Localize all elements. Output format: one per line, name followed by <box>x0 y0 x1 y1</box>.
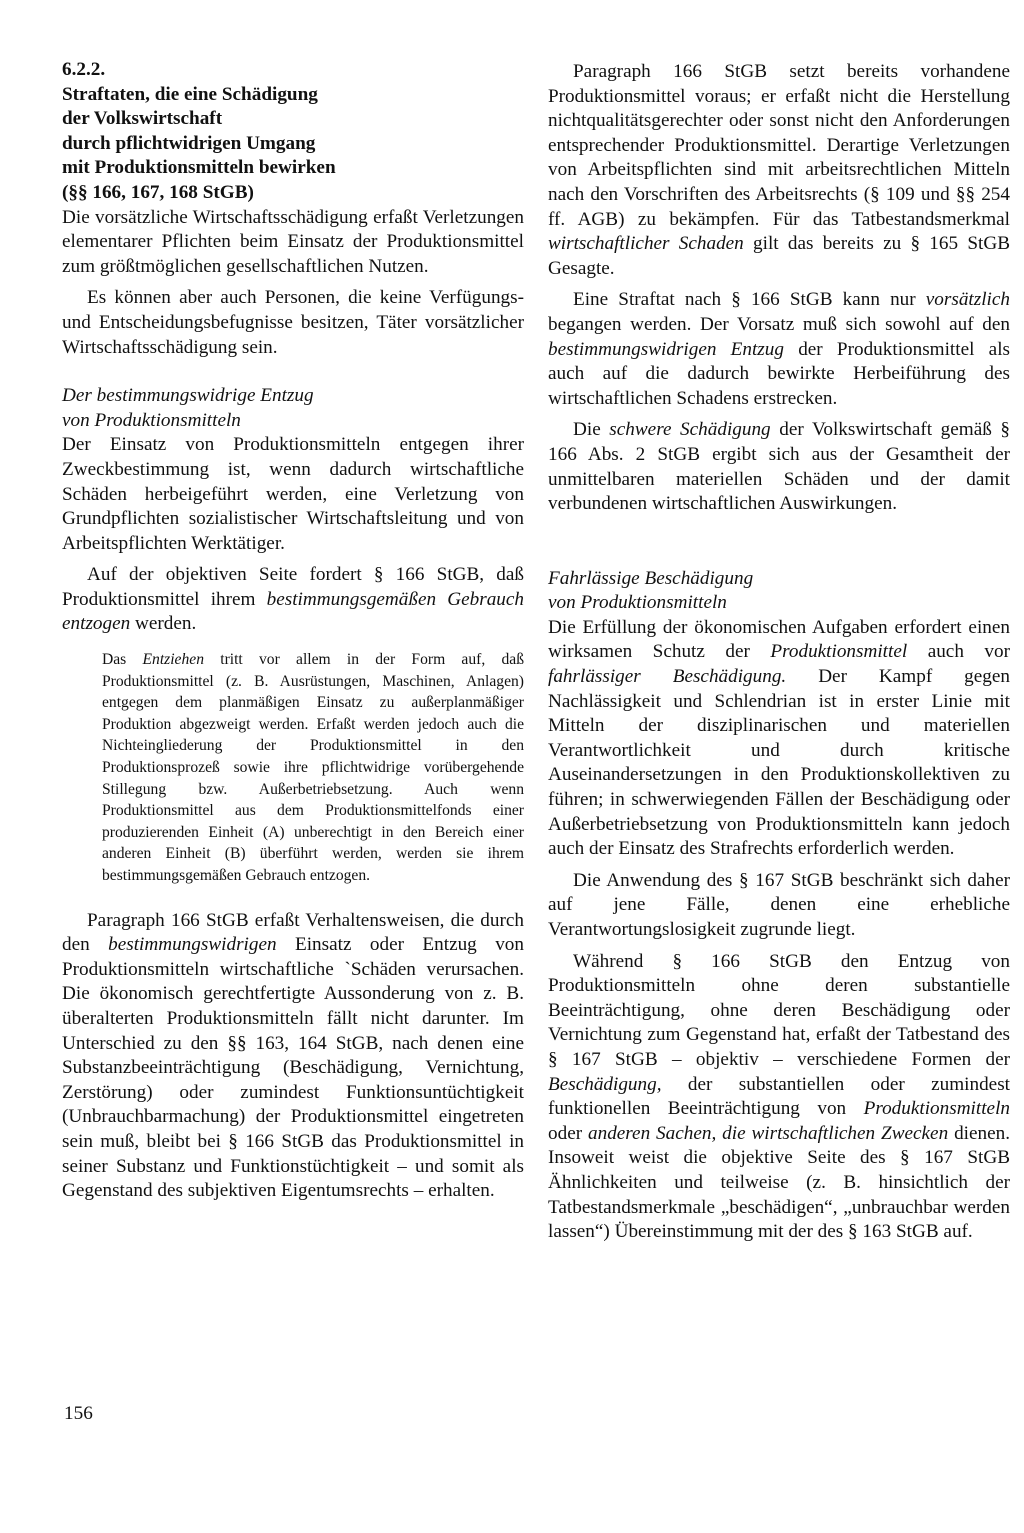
paragraph <box>548 616 1010 862</box>
emphasis: bestimmungsgemäßen Gebrauch entzogen <box>62 588 524 635</box>
left-column <box>62 58 524 1204</box>
paragraph <box>548 288 1010 411</box>
text-run: der Produktionsmittel als auch auf die dadurch bewirkte Herbeiführung des wirtschaftlichen Schadens erstrecken. <box>548 338 1010 409</box>
paragraph: Der Einsatz von Produktionsmitteln entgegen ihrer Zweckbestimmung ist, wenn dadurch wirtschaftliche Schäden herbeigeführt werden, eine Verletzung von Grundpflichten sozialistischer Wirtschaftsleitung und von Arbeitspflichten Werktätiger. <box>62 434 524 554</box>
text-run: gilt das bereits zu § 165 StGB Gesagte. <box>548 233 1010 279</box>
text-run: Die <box>573 419 610 441</box>
right-column <box>548 60 1010 1245</box>
emphasis: wirtschaftlicher Schaden <box>548 233 744 255</box>
emphasis: fahrlässiger Beschädigung. <box>548 666 787 688</box>
text-run: dienen. Insoweit weist die objektive Seite des § 167 StGB Ähnlichkeiten und teilweise (z. B. hinsichtlich der Tatbestandsmerkmale „beschädigen“, „unbrauchbar werden lassen“) Übereinstimmung mit der des § 163 StGB auf. <box>548 1122 1011 1243</box>
text-run: auch vor <box>907 641 1010 663</box>
text-run: Auf der objektiven Seite fordert § 166 StGB, daß Produktionsmittel ihrem <box>62 564 524 610</box>
section-title-line: der Volkswirtschaft <box>62 108 223 130</box>
section-title <box>62 83 524 206</box>
text-run: Eine Straftat nach § 166 StGB kann nur <box>573 289 926 311</box>
paragraph <box>548 418 1010 516</box>
paragraph: Die vorsätzliche Wirtschaftsschädigung erfaßt Verletzungen elementarer Pflichten beim Einsatz der Produktionsmittel zum größtmöglichen gesellschaftlichen Nutzen. <box>62 206 524 277</box>
subheading <box>62 384 524 433</box>
paragraph <box>548 60 1010 281</box>
emphasis: bestimmungswidrigen Entzug <box>548 338 784 360</box>
text-run: Der Kampf gegen Nachlässigkeit und Schlendrian ist in erster Linie mit Mitteln der disziplinarischen und materiellen Verantwortlichkeit und durch kritische Auseinandersetzungen in den Produktionskollektiven zu führen; in schwerwiegenden Fällen der Beschädigung oder Außerbetriebsetzung von Produktionsmitteln kann jedoch auch der Einsatz des Strafrechts erforderlich werden. <box>548 666 1010 860</box>
section-title-line: (§§ 166, 167, 168 StGB) <box>62 181 254 203</box>
text-run: der substantiellen oder zumindest funktionellen Beeinträchtigung von <box>548 1073 1010 1120</box>
emphasis: Entziehen <box>142 651 204 669</box>
paragraph: Es können aber auch Personen, die keine Verfügungs- und Entscheidungsbefugnisse besitzen, Täter vorsätzlicher Wirtschaftsschädigung sein. <box>62 287 524 358</box>
text-run: werden. <box>130 613 197 635</box>
section-title-line: Straftaten, die eine Schädigung <box>62 83 318 105</box>
text-run: begangen werden. Der Vorsatz muß sich sowohl auf den <box>548 313 1010 335</box>
text-run: Das <box>102 651 143 669</box>
emphasis: anderen Sachen, die wirtschaftlichen Zwecken <box>588 1122 949 1144</box>
paragraph <box>62 909 524 1204</box>
small-print-paragraph <box>102 649 524 887</box>
paragraph <box>62 563 524 637</box>
subheading-line: Der bestimmungswidrige Entzug <box>62 385 314 407</box>
section-title-line: durch pflichtwidrigen Umgang <box>62 132 316 154</box>
paragraph: Die Anwendung des § 167 StGB beschränkt sich daher auf jene Fälle, denen eine erhebliche Verantwortungslosigkeit zugrunde liegt. <box>548 869 1010 940</box>
text-run: Paragraph 166 StGB erfaßt Verhaltensweisen, die durch den <box>62 909 524 956</box>
emphasis: Produktionsmitteln <box>863 1098 1010 1120</box>
text-run: oder <box>548 1122 588 1144</box>
emphasis: vorsätzlich <box>925 289 1010 311</box>
emphasis: Beschädigung, <box>548 1073 662 1095</box>
subheading-line: von Produktionsmitteln <box>62 409 241 431</box>
subheading-line: von Produktionsmitteln <box>548 592 727 614</box>
emphasis: schwere Schädigung <box>609 419 771 441</box>
text-run: der Volkswirtschaft gemäß § 166 Abs. 2 StGB ergibt sich aus der Gesamtheit der unmittelbaren materiellen Schäden und der damit verbundenen wirtschaftlichen Auswirkungen. <box>548 419 1010 515</box>
text-run: Die Erfüllung der ökonomischen Aufgaben erfordert einen wirksamen Schutz der <box>548 616 1010 663</box>
section-title-line: mit Produktionsmitteln bewirken <box>62 157 336 179</box>
subheading <box>548 567 1010 616</box>
text-run: Einsatz oder Entzug von Produktionsmitteln wirtschaftliche `Schäden verursachen. Die ökonomisch gerechtfertigte Aussonderung von z. B. überalterten Produktionsmitteln fällt nicht darunter. Im Unterschied zu den §§ 163, 164 StGB, nach denen eine Substanzbeeinträchtigung (Beschädigung, Vernichtung, Zerstörung) oder zumindest Funktionsuntüchtigkeit (Unbrauchbarmachung) der Produktionsmittel eingetreten sein muß, bleibt bei § 166 StGB das Produktionsmittel in seiner Substanz und Funktionstüchtigkeit – und somit als Gegenstand des subjektiven Eigentumsrechts – erhalten. <box>62 934 524 1202</box>
text-run: tritt vor allem in der Form auf, daß Produktionsmittel (z. B. Ausrüstungen, Maschinen, Anlagen) entgegen dem planmäßigen Einsatz zu außerplanmäßiger Produktion abgezweigt werden. Erfaßt werden jedoch auch die Nichteingliederung der Produktionsmittel in den Produktionsprozeß sowie ihre pflichtwidrige vorübergehende Stillegung bzw. Außerbetriebsetzung. Auch wenn Produktionsmittel aus dem Produktionsmittelfonds einer produzierenden Einheit (A) unberechtigt in den Bereich einer anderen Einheit (B) überführt werden, werden sie ihrem bestimmungsgemäßen Gebrauch entzogen. <box>102 651 524 884</box>
text-run: Paragraph 166 StGB setzt bereits vorhandene Produktionsmittel voraus; er erfaßt nicht die Herstellung nichtqualitätsgerechter oder sonst nicht den Anforderungen entsprechender Produktionsmittel. Derartige Verletzungen von Arbeitspflichten sind mit arbeitsrechtlichen Mitteln nach den Vorschriften des Arbeitsrechts (§ 109 und §§ 254 ff. AGB) zu bekämpfen. Für das Tatbestandsmerkmal <box>548 61 1010 230</box>
emphasis: Produktionsmittel <box>770 641 908 663</box>
subheading-line: Fahrlässige Beschädigung <box>548 567 754 589</box>
paragraph <box>548 950 1010 1245</box>
text-run: Während § 166 StGB den Entzug von Produktionsmitteln ohne deren substantielle Beeinträchtigung, ohne deren Beschädigung oder Vernichtung zum Gegenstand hat, erfaßt der Tatbestand des § 167 StGB – objektiv – verschiedene Formen der <box>548 950 1010 1070</box>
page-number: 156 <box>64 1403 93 1424</box>
section-number: 6.2.2. <box>62 59 106 80</box>
emphasis: bestimmungswidrigen <box>108 934 277 956</box>
